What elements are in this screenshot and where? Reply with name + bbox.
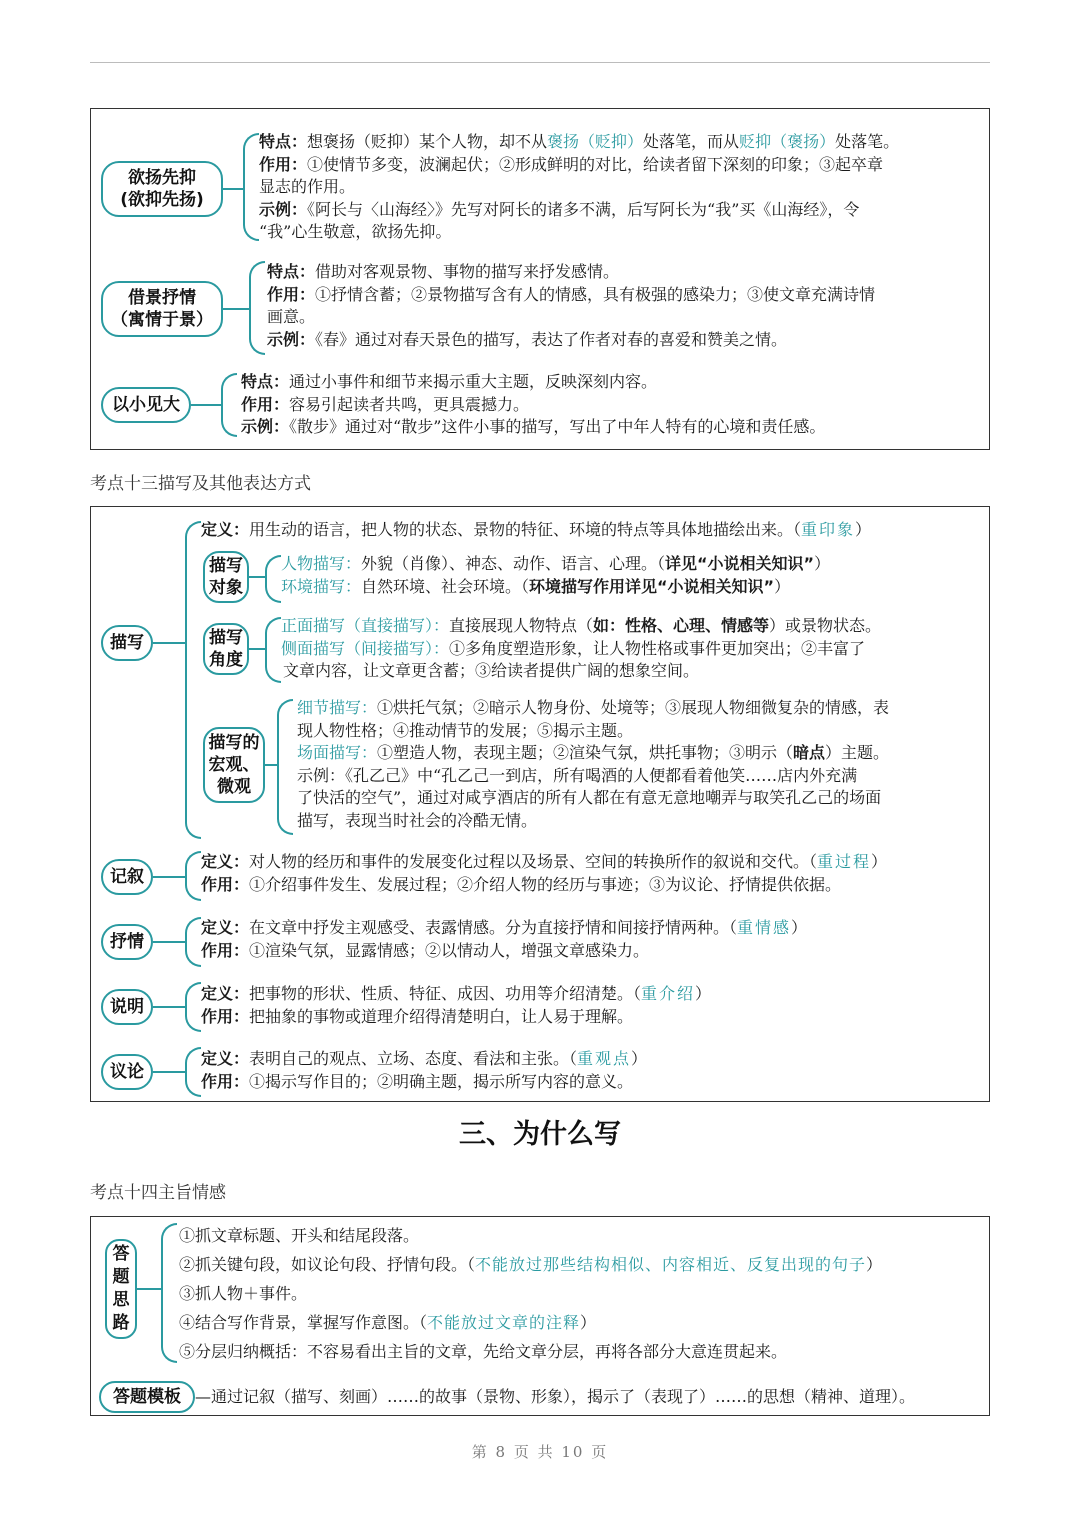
- text: 通过小事件和细节来揭示重大主题，反映深刻内容。: [289, 372, 658, 391]
- note: 不能放过那些结构相似、内容相近、反复出现的句子: [475, 1255, 867, 1274]
- text: ①抓文章标题、开头和结尾段落。: [179, 1226, 420, 1245]
- node-hongguan-label: 描写的: [208, 733, 260, 753]
- text: ①塑造人物，表现主题；②渲染气氛，烘托事物；③明示（: [377, 743, 794, 762]
- label-function: 作用：: [201, 874, 250, 894]
- node-yangyi-sublabel: (欲抑先扬): [120, 190, 204, 210]
- node-shuqing-label: 抒情: [110, 932, 144, 952]
- node-yangyi: [101, 161, 223, 217]
- label-example: 示例：: [267, 329, 316, 349]
- node-silu-char: 思: [112, 1290, 130, 1310]
- label-function: 作用：: [267, 284, 316, 304]
- silu-content: [179, 1221, 882, 1366]
- label-definition: 定义：: [201, 520, 250, 539]
- node-moban-label: 答题模板: [113, 1387, 181, 1407]
- text: ①多角度塑造形象，让人物性格或事件更加突出；②丰富了: [449, 638, 866, 658]
- text: —通过记叙（描写、刻画）……的故事（景物、形象），揭示了（表现了）……的思想（精神、道理）。: [195, 1387, 916, 1406]
- text: ）: [695, 984, 712, 1003]
- moban-content: [195, 1386, 915, 1409]
- node-jiaodu-label: 描写: [209, 628, 243, 648]
- node-duixiang: [203, 551, 249, 603]
- brace: [265, 617, 281, 683]
- text: 容易引起读者共鸣，更具震撼力。: [289, 394, 530, 414]
- node-jixu: [101, 859, 153, 895]
- text: 把抽象的事物或道理介绍得清楚明白，让人易于理解。: [249, 1006, 634, 1026]
- theme-box: [90, 1216, 990, 1416]
- hongguan-content: [297, 697, 889, 832]
- brace: [185, 521, 201, 839]
- text: ）: [871, 852, 888, 871]
- highlight: 正面描写（直接描写）：: [281, 616, 450, 635]
- label-definition: 定义：: [201, 852, 250, 871]
- text: ）主题。: [825, 743, 890, 762]
- node-silu-char: 答: [112, 1244, 130, 1264]
- brace: [185, 982, 201, 1032]
- text: ①揭示写作目的；②明确主题，揭示所写内容的意义。: [249, 1071, 634, 1091]
- brace: [249, 261, 265, 355]
- node-hongguan-sublabel: 宏观、: [208, 755, 260, 775]
- connector: [223, 308, 251, 310]
- top-divider: [90, 62, 990, 63]
- node-silu: [105, 1239, 137, 1339]
- text: 想褒扬（贬抑）某个人物，却不从: [307, 132, 548, 151]
- brace: [185, 917, 201, 967]
- text: ）: [814, 554, 831, 573]
- section-heading-14: 考点十四主旨情感: [90, 1183, 226, 1203]
- section-heading-13: 考点十三描写及其他表达方式: [90, 474, 311, 494]
- text: ②抓关键句段，如议论句段、抒情句段。（: [179, 1255, 476, 1274]
- text: 借助对客观景物、事物的描写来抒发感情。: [315, 262, 620, 281]
- text: 了快活的空气”，通过对咸亨酒店的所有人都在有意无意地嘲弄与取笑孔乙己的场面: [297, 788, 882, 807]
- brace: [185, 851, 201, 901]
- text: 画意。: [267, 307, 316, 326]
- node-yangyi-label: 欲扬先抑: [128, 168, 196, 188]
- node-shuoming: [101, 989, 153, 1025]
- note: 重印象: [801, 520, 856, 539]
- node-shuqing: [101, 924, 153, 960]
- bold-text: 详见“小说相关知识”: [665, 554, 815, 573]
- text: ）: [774, 576, 791, 596]
- text: ）: [866, 1255, 883, 1274]
- text: 现人物性格；④推动情节的发展；⑤揭示主题。: [297, 720, 634, 740]
- page-footer: 第 8 页 共 10 页: [471, 1443, 609, 1461]
- text: ①抒情含蓄；②景物描写含有人的情感，具有极强的感染力；③使文章充满诗情: [315, 284, 876, 304]
- text: 在文章中抒发主观感受、表露情感。分为直接抒情和间接抒情两种。（: [249, 918, 738, 937]
- connector: [223, 188, 245, 190]
- node-yilun-label: 议论: [110, 1062, 144, 1082]
- text: ）或景物状态。: [769, 616, 882, 635]
- part-title: 三、为什么写: [459, 1119, 621, 1150]
- node-silu-char: 题: [112, 1267, 130, 1287]
- shuoming-content: [201, 983, 711, 1028]
- label-example: 示例：: [241, 417, 290, 436]
- label-function: 作用：: [201, 940, 250, 960]
- highlight: 贬抑（褒扬）: [739, 132, 836, 151]
- text: 显志的作用。: [259, 177, 356, 196]
- node-miaoxie: [101, 625, 153, 661]
- node-yixiao: [101, 387, 191, 423]
- techniques-box: [90, 108, 990, 450]
- node-moban: [99, 1381, 195, 1413]
- highlight: 侧面描写（间接描写）：: [281, 638, 450, 658]
- text: ①渲染气氛，显露情感；②以情动人，增强文章感染力。: [249, 940, 650, 960]
- note: 重过程: [817, 852, 872, 871]
- highlight: 褒扬（贬抑）: [547, 132, 644, 151]
- connector: [153, 1071, 187, 1073]
- text: “我”心生敬意，欲扬先抑。: [259, 222, 452, 241]
- text: 直接展现人物特点（: [449, 616, 594, 635]
- label-function: 作用：: [201, 1071, 250, 1091]
- text: ）: [631, 1049, 648, 1068]
- highlight: 人物描写：: [281, 554, 362, 573]
- yixiao-content: [241, 371, 825, 439]
- text: 自然环境、社会环境。（: [361, 576, 530, 596]
- brace: [185, 1047, 201, 1097]
- expression-box: [90, 506, 990, 1102]
- connector: [191, 404, 223, 406]
- text: ③抓人物＋事件。: [179, 1284, 308, 1303]
- node-jiejing-sublabel: （寓情于景）: [111, 310, 213, 330]
- text: 处落笔。: [835, 132, 900, 151]
- text: 对人物的经历和事件的发展变化过程以及场景、空间的转换所作的叙说和交代。（: [249, 852, 818, 871]
- text: 把事物的形状、性质、特征、成因、功用等介绍清楚。（: [249, 984, 642, 1003]
- highlight: 细节描写：: [297, 698, 378, 717]
- node-duixiang-sublabel: 对象: [209, 578, 243, 598]
- text: 用生动的语言，把人物的状态、景物的特征、环境的特点等具体地描绘出来。（: [249, 520, 802, 539]
- node-jiejing: [101, 281, 223, 337]
- label-function: 作用：: [241, 394, 290, 414]
- text: 《阿长与〈山海经〉》先写对阿长的诸多不满，后写阿长为“我”买《山海经》，令: [307, 199, 860, 219]
- text: 描写，表现当时社会的冷酷无情。: [297, 810, 538, 830]
- node-jixu-label: 记叙: [110, 867, 144, 887]
- text: ）: [791, 918, 808, 937]
- brace: [161, 1223, 177, 1363]
- text: ）: [580, 1313, 597, 1332]
- connector: [153, 941, 187, 943]
- miaoxie-definition: [201, 519, 871, 542]
- brace: [243, 133, 259, 241]
- node-hongguan: [203, 727, 265, 803]
- node-yilun: [101, 1054, 153, 1090]
- label-definition: 定义：: [201, 1049, 250, 1068]
- node-jiejing-label: 借景抒情: [128, 288, 196, 308]
- brace: [265, 555, 281, 603]
- text: ①介绍事件发生、发展过程；②介绍人物的经历与事迹；③为议论、抒情提供依据。: [249, 874, 842, 894]
- node-duixiang-label: 描写: [209, 556, 243, 576]
- label-function: 作用：: [259, 154, 308, 174]
- label-example: 示例：: [259, 199, 308, 219]
- label-definition: 定义：: [201, 918, 250, 937]
- connector: [153, 1006, 187, 1008]
- note: 重介绍: [641, 984, 696, 1003]
- node-jiaodu: [203, 623, 249, 675]
- text: ⑤分层归纳概括：不容易看出主旨的文章，先给文章分层，再将各部分大意连贯起来。: [179, 1342, 788, 1361]
- yilun-content: [201, 1048, 647, 1093]
- node-shuoming-label: 说明: [110, 997, 144, 1017]
- label-features: 特点：: [259, 132, 308, 151]
- text: 《散步》通过对“散步”这件小事的描写，写出了中年人特有的心境和责任感。: [289, 417, 826, 436]
- connector: [153, 642, 187, 644]
- label-function: 作用：: [201, 1006, 250, 1026]
- node-jiaodu-sublabel: 角度: [209, 650, 243, 670]
- node-miaoxie-label: 描写: [110, 633, 144, 653]
- label-features: 特点：: [241, 372, 290, 391]
- brace: [221, 373, 237, 437]
- text: ）: [855, 520, 872, 539]
- jiejing-content: [267, 261, 875, 351]
- text: 外貌（肖像）、神态、动作、语言、心理。（: [361, 554, 666, 573]
- connector: [137, 1288, 163, 1290]
- label-features: 特点：: [267, 262, 316, 281]
- jiaodu-content: [281, 615, 881, 683]
- jixu-content: [201, 851, 887, 896]
- node-hongguan-sublabel2: 微观: [217, 777, 251, 797]
- bold-text: 暗点: [793, 743, 826, 762]
- text: 《春》通过对春天景色的描写，表达了作者对春的喜爱和赞美之情。: [315, 329, 788, 349]
- highlight: 场面描写：: [297, 743, 378, 762]
- bold-text: 如：性格、心理、情感等: [593, 616, 770, 635]
- text: ①烘托气氛；②暗示人物身份、处境等；③展现人物细微复杂的情感，表: [377, 698, 890, 717]
- connector: [153, 876, 187, 878]
- note: 重情感: [737, 918, 792, 937]
- label-definition: 定义：: [201, 984, 250, 1003]
- note: 重观点: [577, 1049, 632, 1068]
- note: 不能放过文章的注释: [427, 1313, 581, 1332]
- text: 文章内容，让文章更含蓄；③给读者提供广阔的想象空间。: [283, 661, 700, 680]
- shuqing-content: [201, 917, 807, 962]
- brace: [277, 699, 293, 835]
- text: ④结合写作背景，掌握写作意图。（: [179, 1313, 428, 1332]
- bold-text: 环境描写作用详见“小说相关知识”: [529, 576, 775, 596]
- node-silu-char: 路: [112, 1313, 130, 1333]
- duixiang-content: [281, 553, 830, 598]
- node-yixiao-label: 以小见大: [112, 395, 180, 415]
- highlight: 环境描写：: [281, 576, 362, 596]
- text: 处落笔，而从: [643, 132, 740, 151]
- text: ①使情节多变，波澜起伏；②形成鲜明的对比，给读者留下深刻的印象；③起卒章: [307, 154, 884, 174]
- yangyi-content: [259, 131, 899, 244]
- text: 表明自己的观点、立场、态度、看法和主张。（: [249, 1049, 578, 1068]
- text: 示例：《孔乙己》中“孔乙己一到店，所有喝酒的人便都看着他笑……店内外充满: [297, 765, 858, 785]
